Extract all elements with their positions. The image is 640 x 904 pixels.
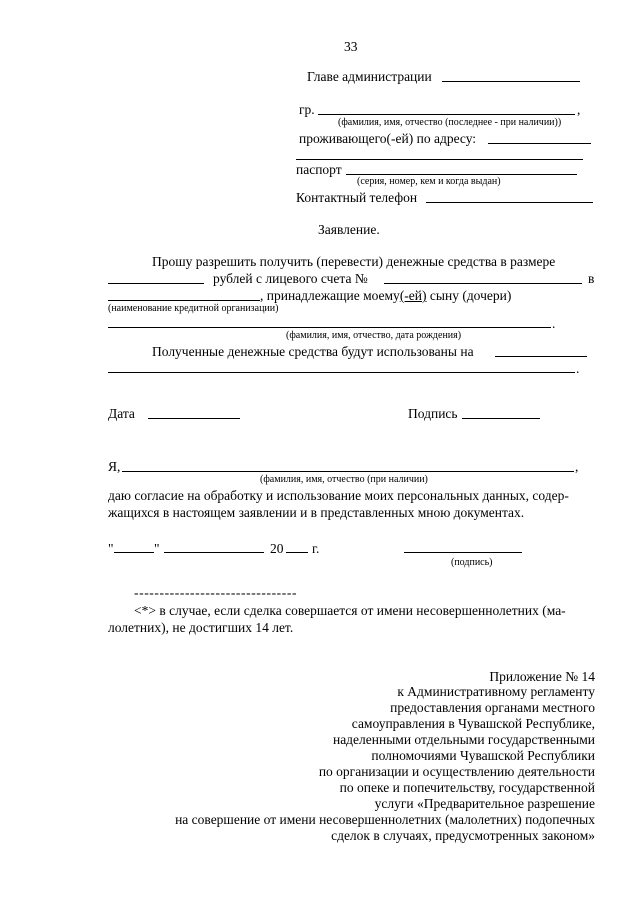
bank-name-hint: (наименование кредитной организации) (108, 303, 279, 314)
appendix-line-4: самоуправления в Чувашской Республике, (351, 716, 595, 731)
consent-line-2: жащихся в настоящем заявлении и в представленных мною документах. (108, 505, 525, 520)
passport-hint: (серия, номер, кем и когда выдан) (357, 176, 501, 187)
appendix-line-11: сделок в случаях, предусмотренных законом» (331, 828, 595, 843)
applicant-name-field[interactable] (318, 114, 575, 115)
request-line-1: Прошу разрешить получить (перевести) денежные средства в размере (152, 254, 556, 269)
address-field[interactable] (488, 143, 591, 144)
document-page: 33 Главе администрации гр. , (фамилия, имя, отчество (последнее - при наличии)) проживающего(-ей) по адресу: паспорт (серия, номер, кем и когда выдан) Контактный телефон Заявление. Прошу разрешить получить (перевести) денежные средства в размере рублей с лицевого счета № в , принадлежащие моему(-ей) сыну (дочери) (наименование кредитной организации) . (фамилия, имя, отчество, дата рождения) Полученные денежные средства будут использованы на . Дата Подпись Я, , (фамилия, имя, отчество (при наличии) даю согласие на обработку и использование моих персональных данных, содер- жащихся в настоящем заявлении и в представленных мною документах. " " 20 г. (подпись) -------------------------------- <*> в случае, если сделка совершается от имени несовершеннолетних (ма- лолетних), не достигших 14 лет. Приложение № 14 к Административному регламенту предоставления органами местного самоуправления в Чувашской Республике, наделенными отдельными государственными полномочиями Чувашской Республики по организации и осуществлению деятельности по опеке и попечительству, государственной услуги «Предварительное разрешение на совершение от имени несовершеннолетних (малолетних) подопечных сделок в случаях, предусмотренных законом» (108, 39, 595, 843)
date-label: Дата (108, 406, 135, 421)
appendix-line-6: полномочиями Чувашской Республики (371, 748, 595, 763)
date-field[interactable] (148, 418, 240, 419)
appendix-line-8: по опеке и попечительству, государственной (339, 780, 595, 795)
appendix-line-3: предоставления органами местного (390, 700, 595, 715)
passport-field[interactable] (346, 174, 577, 175)
bank-name-field[interactable] (108, 300, 260, 301)
page-title: Заявление. (318, 222, 380, 237)
request-line-2-end: в (588, 271, 595, 286)
consent-line-1: даю согласие на обработку и использование моих персональных данных, содер- (108, 488, 569, 503)
page-number: 33 (344, 39, 358, 54)
addressee-label: Главе администрации (307, 69, 432, 84)
addressee-field[interactable] (442, 81, 580, 82)
address-label: проживающего(-ей) по адресу: (299, 131, 477, 146)
phone-label: Контактный телефон (296, 190, 418, 205)
appendix-line-9: услуги «Предварительное разрешение (374, 796, 595, 811)
use-purpose-field[interactable] (495, 356, 587, 357)
consent-day-field[interactable] (114, 552, 154, 553)
consent-signature-field[interactable] (404, 552, 522, 553)
consent-prefix: Я, (108, 459, 121, 474)
signature-label: Подпись (408, 406, 458, 421)
signature-field[interactable] (462, 418, 540, 419)
footnote-separator: -------------------------------- (134, 585, 298, 600)
consent-name-field[interactable] (122, 471, 574, 472)
use-purpose-label: Полученные денежные средства будут использованы на (152, 344, 474, 359)
amount-field[interactable] (108, 283, 204, 284)
appendix-line-5: наделенными отдельными государственными (332, 732, 595, 747)
use-purpose-field-line2[interactable] (108, 372, 575, 373)
appendix-line-10: на совершение от имени несовершеннолетних (малолетних) подопечных (175, 812, 595, 827)
footnote-line-2: лолетних), не достигших 14 лет. (108, 620, 294, 635)
consent-signature-hint: (подпись) (451, 557, 493, 568)
applicant-name-hint: (фамилия, имя, отчество (последнее - при наличии)) (338, 117, 562, 128)
child-name-field[interactable] (108, 327, 551, 328)
request-line-3: , принадлежащие моему(-ей) сыну (дочери) (260, 288, 512, 303)
address-field-line2[interactable] (296, 159, 583, 160)
appendix-line-2: к Административному регламенту (397, 684, 595, 699)
from-prefix: гр. (299, 102, 315, 117)
consent-year-field[interactable] (286, 552, 308, 553)
appendix-line-7: по организации и осуществлению деятельности (318, 764, 595, 779)
request-line-2: рублей с лицевого счета № (213, 271, 368, 286)
appendix-line-1: Приложение № 14 (489, 669, 595, 684)
footnote-line-1: <*> в случае, если сделка совершается от имени несовершеннолетних (ма- (134, 603, 566, 618)
phone-field[interactable] (426, 202, 593, 203)
consent-month-field[interactable] (164, 552, 264, 553)
passport-label: паспорт (296, 162, 342, 177)
consent-name-hint: (фамилия, имя, отчество (при наличии) (260, 474, 428, 485)
account-number-field[interactable] (384, 283, 582, 284)
child-name-hint: (фамилия, имя, отчество, дата рождения) (286, 330, 462, 341)
